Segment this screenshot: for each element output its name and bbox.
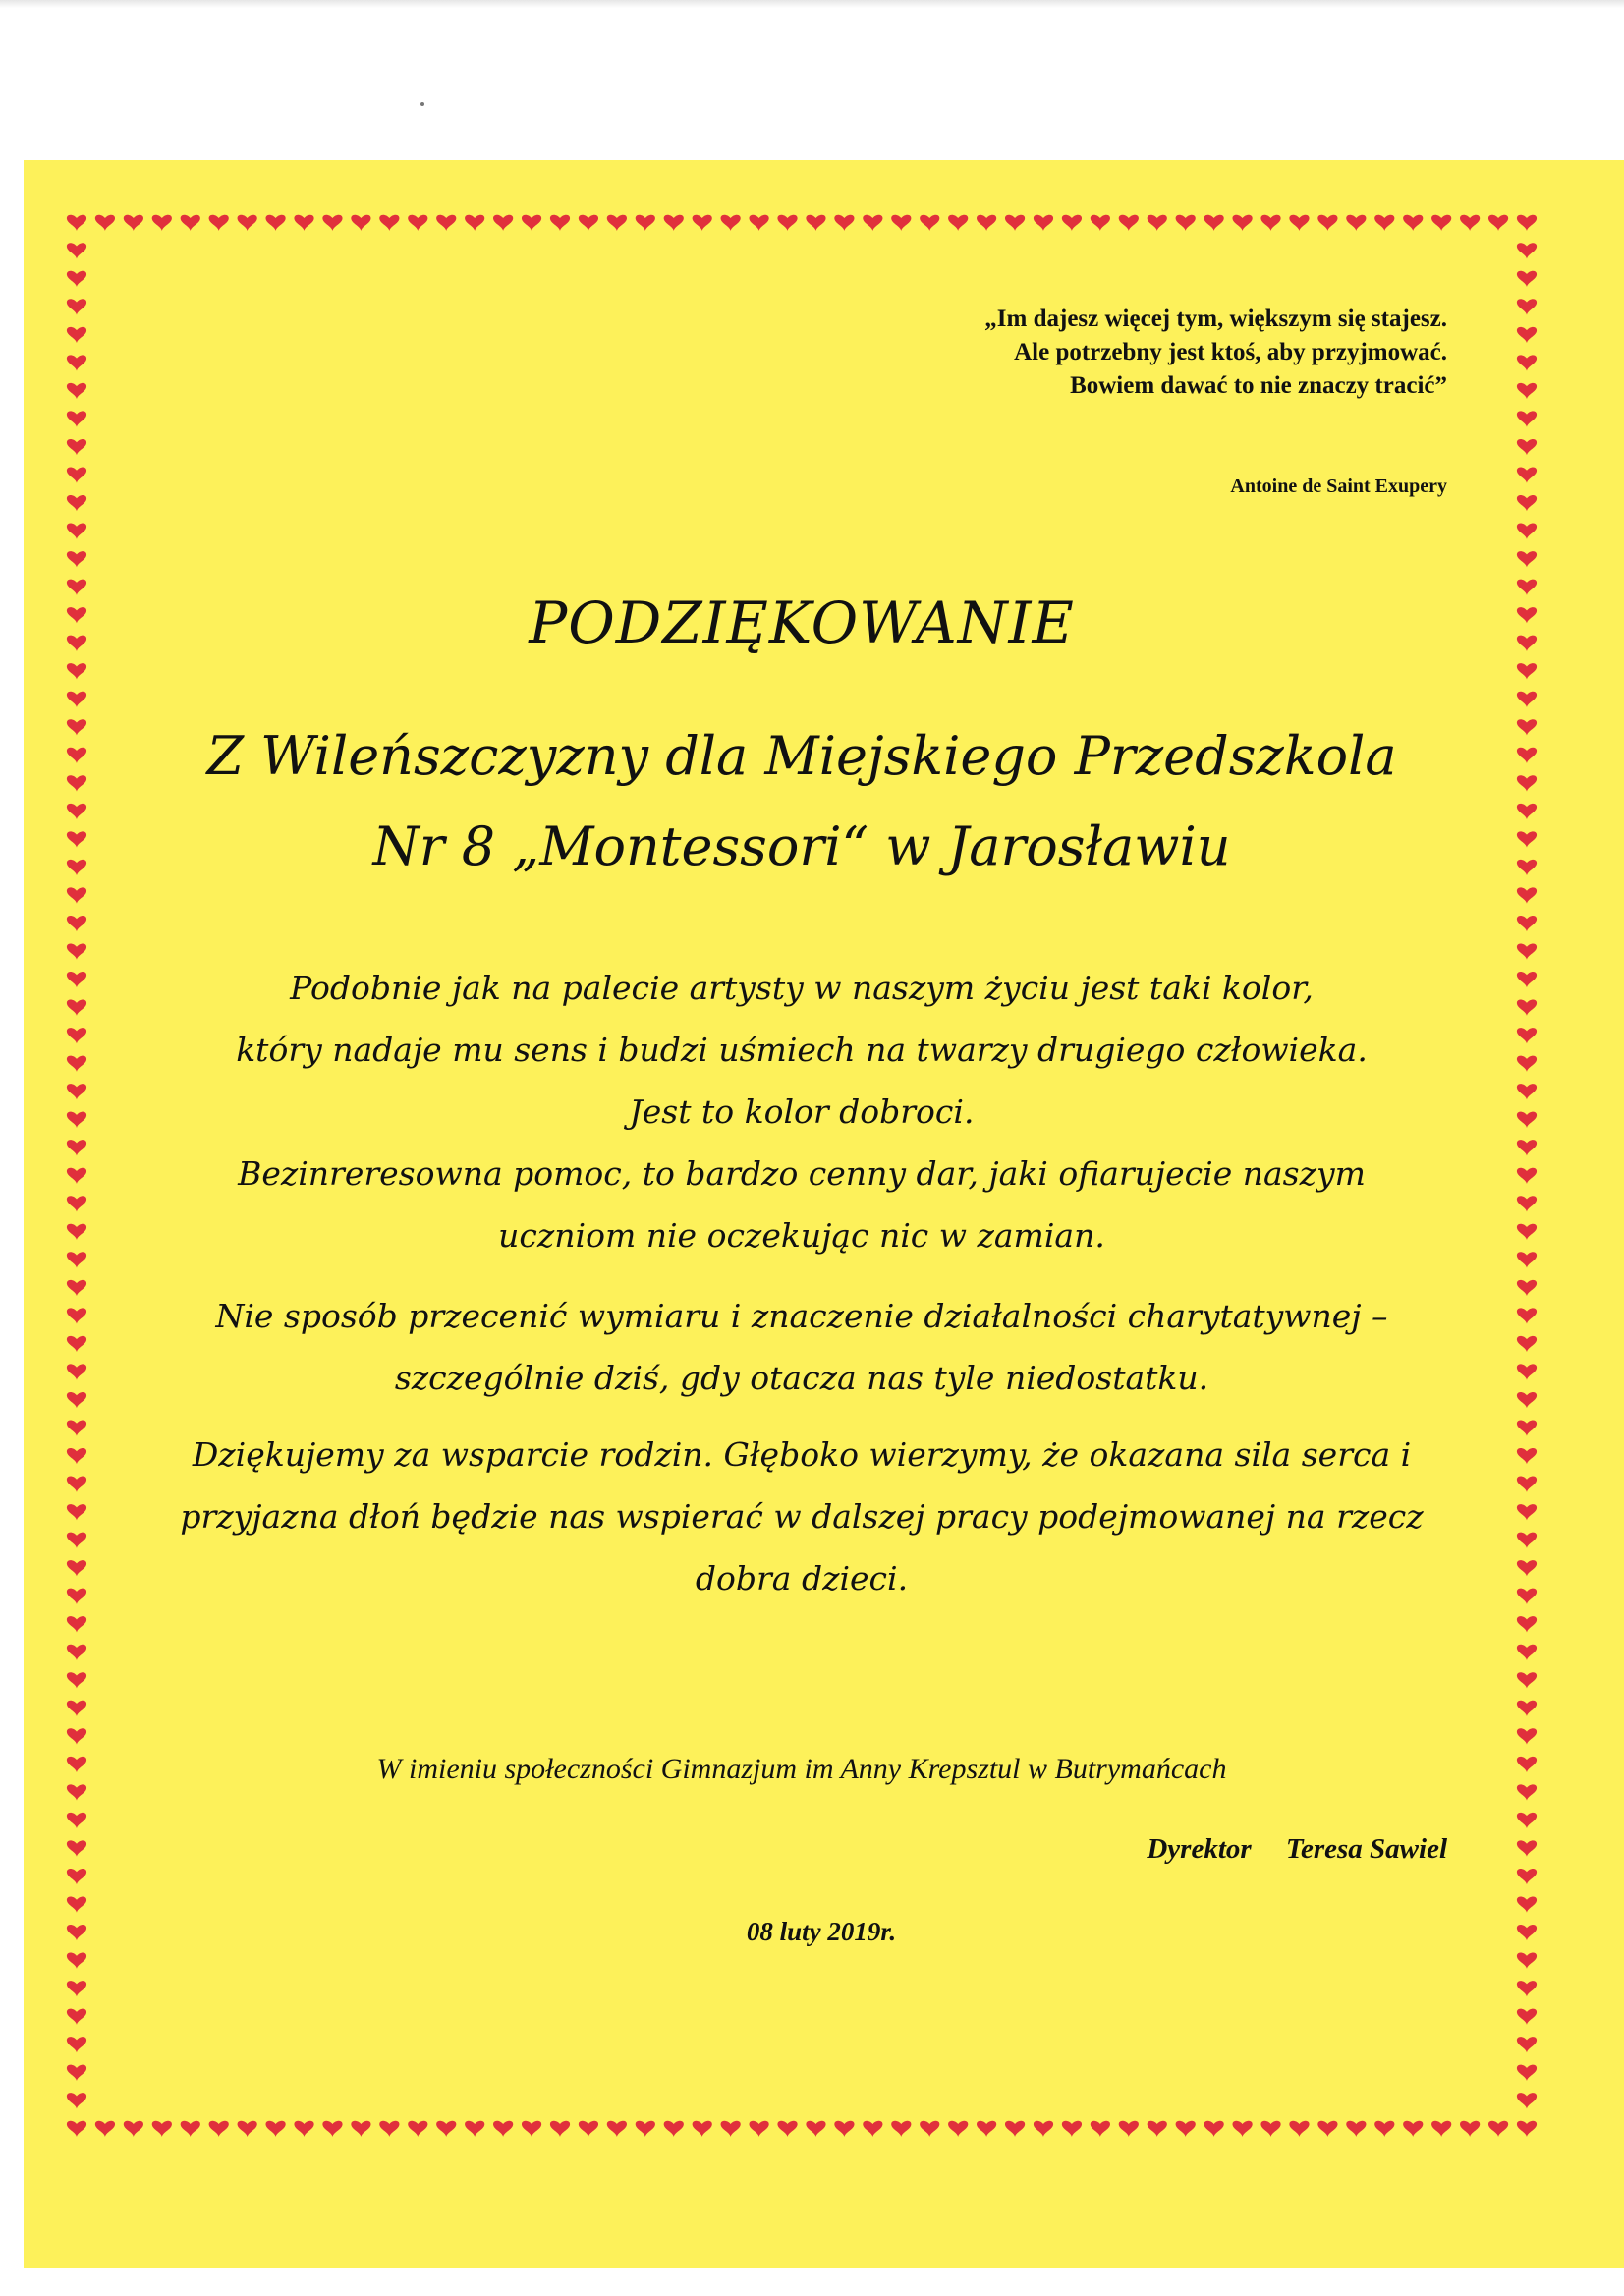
paragraph-line: przyjazna dłoń będzie nas wspierać w dalszej pracy podejmowanej na rzecz [180,1497,1424,1536]
signer-name: Teresa Sawiel [1285,1833,1447,1865]
document-date: 08 luty 2019r. [746,1917,897,1946]
scan-speck [420,102,424,106]
signer-role: Dyrektor [1147,1833,1252,1865]
paragraph-line: który nadaje mu sens i budzi uśmiech na twarzy drugiego człowieka. [236,1031,1368,1069]
paragraph-line: Podobnie jak na palecie artysty w naszym życiu jest taki kolor, [290,969,1314,1007]
document-title: PODZIĘKOWANIE [529,589,1075,656]
epigraph-line: „Im dajesz więcej tym, większym się stajesz. [984,306,1447,332]
paragraph-line: Dziękujemy za wsparcie rodzin. Głęboko wierzymy, że okazana sila serca i [192,1435,1412,1474]
paragraph-line: dobra dzieci. [695,1559,909,1597]
signature-line: W imieniu społeczności Gimnazjum im Anny Krepsztul w Butrymańcach [376,1753,1227,1785]
epigraph-line: Ale potrzebny jest ktoś, aby przyjmować. [1014,339,1447,365]
epigraph-quote [984,303,1447,403]
epigraph-line: Bowiem dawać to nie znaczy tracić” [1070,372,1447,399]
certificate-content [63,212,1540,2146]
paragraph-line: Nie sposób przecenić wymiaru i znaczenie działalności charytatywnej – [215,1297,1388,1335]
paragraph-charity [122,1285,1482,1409]
subtitle-line: Nr 8 „Montessori“ w Jarosławiu [372,815,1231,877]
paragraph-line: Bezinreresowna pomoc, to bardzo cenny dar, jaki ofiarujecie naszym [238,1154,1366,1193]
paragraph-line: szczególnie dziś, gdy otacza nas tyle niedostatku. [394,1359,1209,1397]
subtitle-line: Z Wileńszczyzny dla Miejskiego Przedszkola [206,725,1397,787]
paragraph-line: uczniom nie oczekując nic w zamian. [498,1216,1105,1255]
scan-edge [0,0,1624,8]
document-subtitle [63,711,1540,892]
epigraph-author: Antoine de Saint Exupery [1230,476,1447,497]
paragraph-thanks [122,1424,1482,1609]
paragraph-kindness [122,957,1482,1266]
paragraph-line: Jest to kolor dobroci. [629,1092,975,1131]
signer-line [1147,1833,1447,1866]
